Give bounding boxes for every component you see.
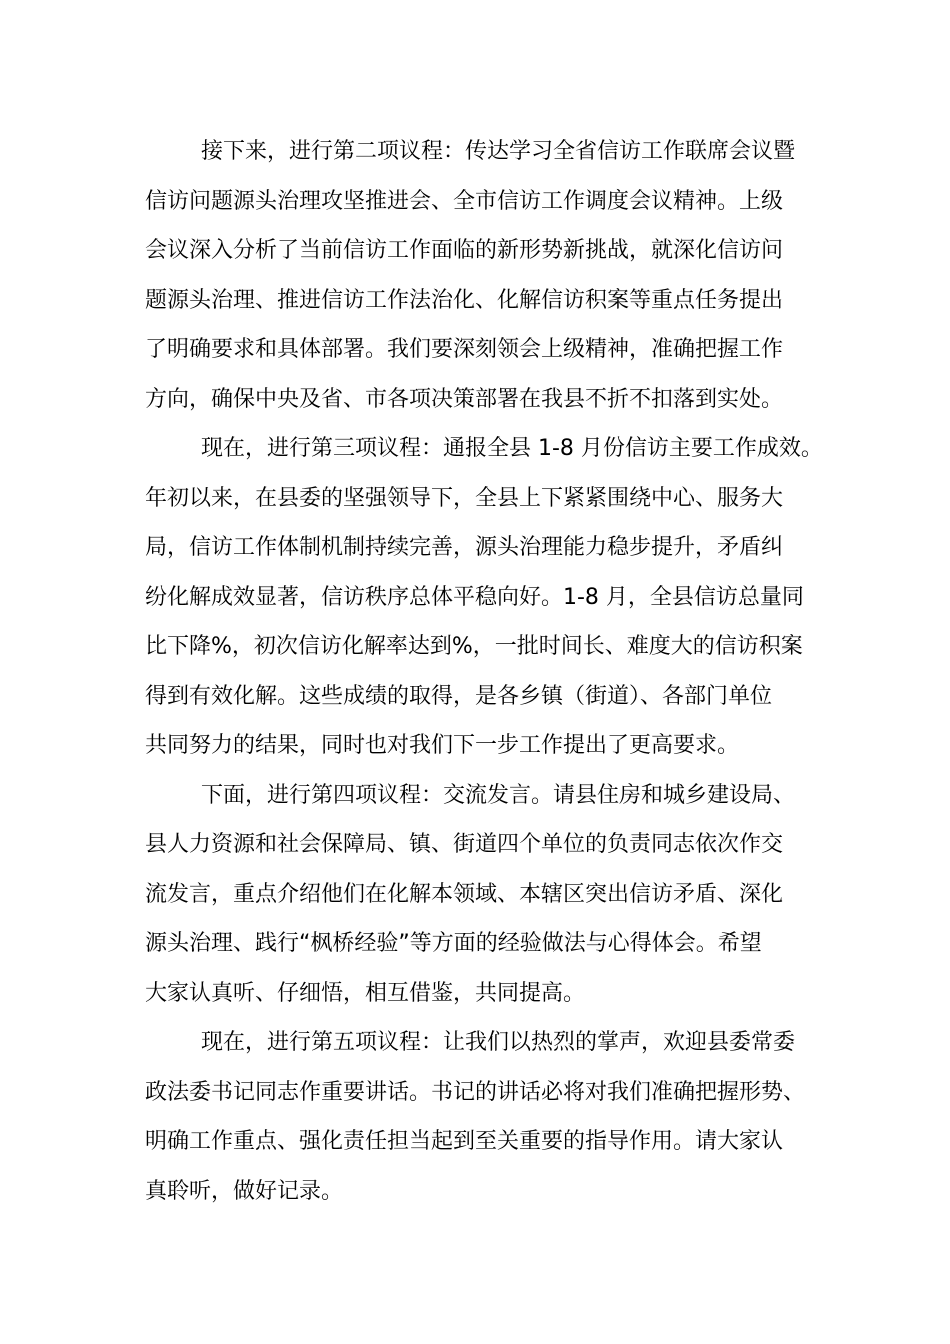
text-line: 信访问题源头治理攻坚推进会、全市信访工作调度会议精神。上级: [145, 188, 784, 214]
text-line: 现在，进行第三项议程：通报全县 1-8 月份信访主要工作成效。: [201, 436, 823, 461]
text-line: 局，信访工作体制机制持续完善，源头治理能力稳步提升，矛盾纠: [145, 535, 784, 560]
text-line: 源头治理、践行“枫桥经验”等方面的经验做法与心得体会。希望: [145, 931, 762, 956]
text-line: 会议深入分析了当前信访工作面临的新形势新挑战，就深化信访问: [145, 238, 784, 263]
text-line: 真聆听，做好记录。: [145, 1178, 344, 1204]
text-line: 流发言，重点介绍他们在化解本领域、本辖区突出信访矛盾、深化: [145, 881, 784, 907]
text-line: 题源头治理、推进信访工作法治化、化解信访积案等重点任务提出: [145, 287, 784, 313]
text-line: 政法委书记同志作重要讲话。书记的讲话必将对我们准确把握形势、: [145, 1079, 806, 1105]
text-line: 方向，确保中央及省、市各项决策部署在我县不折不扣落到实处。: [145, 386, 784, 412]
text-line: 纷化解成效显著，信访秩序总体平稳向好。1-8 月，全县信访总量同: [145, 584, 804, 610]
paragraph-agenda-3: [145, 424, 825, 771]
text-line: 年初以来，在县委的坚强领导下，全县上下紧紧围绕中心、服务大: [145, 485, 784, 511]
text-line: 县人力资源和社会保障局、镇、街道四个单位的负责同志依次作交: [145, 832, 784, 857]
text-line: 大家认真听、仔细悟，相互借鉴，共同提高。: [145, 980, 586, 1006]
paragraph-agenda-4: [145, 771, 825, 1019]
text-line: 现在，进行第五项议程：让我们以热烈的掌声，欢迎县委常委: [201, 1030, 796, 1055]
text-line: 下面，进行第四项议程：交流发言。请县住房和城乡建设局、: [201, 782, 796, 808]
text-line: 得到有效化解。这些成绩的取得，是各乡镇（街道）、各部门单位: [145, 683, 773, 709]
text-line: 了明确要求和具体部署。我们要深刻领会上级精神，准确把握工作: [145, 337, 784, 362]
text-line: 比下降%，初次信访化解率达到%，一批时间长、难度大的信访积案: [145, 634, 803, 659]
text-line: 共同努力的结果，同时也对我们下一步工作提出了更高要求。: [145, 733, 740, 758]
text-line: 接下来，进行第二项议程：传达学习全省信访工作联席会议暨: [201, 139, 796, 164]
document-body: [145, 127, 825, 1216]
text-line: 明确工作重点、强化责任担当起到至关重要的指导作用。请大家认: [145, 1129, 784, 1154]
paragraph-agenda-2: [145, 127, 825, 424]
paragraph-agenda-5: [145, 1018, 825, 1216]
